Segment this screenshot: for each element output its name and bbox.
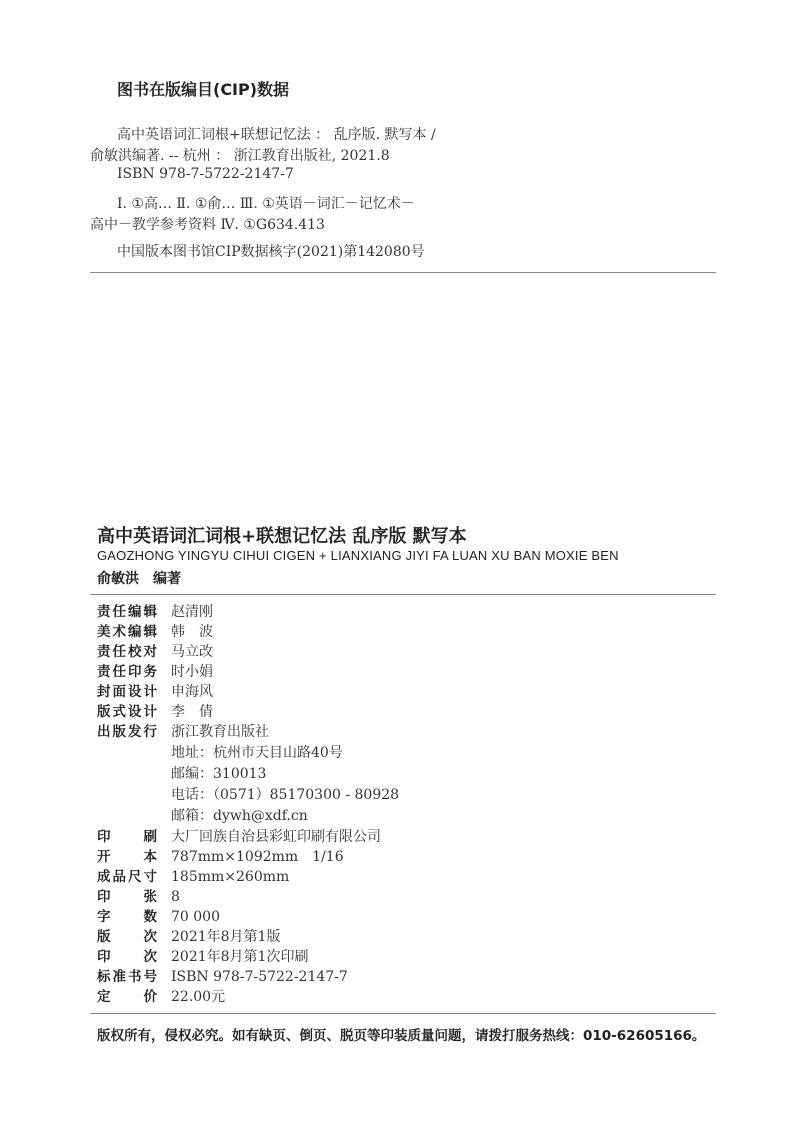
- spec-label: 字数: [97, 909, 157, 925]
- book-author: [97, 568, 181, 588]
- publisher-postcode: 邮编：310013: [171, 766, 267, 782]
- spec-value: 185mm×260mm: [171, 869, 290, 885]
- cip-heading: 图书在版编目(CIP)数据: [117, 80, 290, 99]
- spec-label: 印次: [97, 949, 157, 965]
- book-title: 高中英语词汇词根+联想记忆法 乱序版 默写本: [97, 526, 467, 547]
- credit-label: 责任校对: [97, 644, 157, 660]
- credit-label: 责任编辑: [97, 604, 157, 620]
- credit-label: 封面设计: [97, 684, 157, 700]
- credit-value: 韩 波: [171, 624, 213, 640]
- credit-value: 李 倩: [171, 704, 213, 720]
- spec-value: 大厂回族自治县彩虹印刷有限公司: [171, 829, 381, 845]
- author-name: 俞敏洪: [97, 571, 139, 587]
- book-pinyin-title: GAOZHONG YINGYU CIHUI CIGEN + LIANXIANG JIYI FA LUAN XU BAN MOXIE BEN: [97, 548, 619, 563]
- credit-value: 赵清刚: [171, 604, 213, 620]
- spec-label: 定价: [97, 989, 157, 1005]
- credit-label: 美术编辑: [97, 624, 157, 640]
- publisher-address: 地址：杭州市天目山路40号: [171, 745, 343, 761]
- cip-line-author: 俞敏洪编著. -- 杭州 ： 浙江教育出版社, 2021.8: [90, 148, 390, 164]
- spec-label: 成品尺寸: [97, 869, 157, 885]
- spec-label: 标准书号: [97, 969, 157, 985]
- spec-value: 8: [171, 889, 180, 905]
- footer-divider: [90, 1013, 716, 1014]
- credit-label: 版式设计: [97, 704, 157, 720]
- credit-label: 出版发行: [97, 724, 157, 740]
- credit-value: 浙江教育出版社: [171, 724, 269, 740]
- cip-verification: 中国版本图书馆CIP数据核字(2021)第142080号: [117, 244, 425, 260]
- cip-line-title: 高中英语词汇词根+联想记忆法 ： 乱序版. 默写本 /: [117, 127, 436, 143]
- spec-value: 70 000: [171, 909, 220, 925]
- spec-label: 版次: [97, 929, 157, 945]
- spec-value: 2021年8月第1版: [171, 929, 281, 945]
- book-divider: [90, 594, 716, 595]
- copyright-notice: 版权所有，侵权必究。如有缺页、倒页、脱页等印装质量问题，请拨打服务热线：010-62605166。: [97, 1028, 706, 1044]
- credit-value: 马立改: [171, 644, 213, 660]
- credit-value: 申海风: [171, 684, 213, 700]
- cip-divider: [90, 272, 716, 273]
- spec-label: 印张: [97, 889, 157, 905]
- spec-label: 印刷: [97, 829, 157, 845]
- spec-label: 开本: [97, 849, 157, 865]
- cip-line-classification-2: 高中－教学参考资料 Ⅳ. ①G634.413: [90, 217, 325, 233]
- spec-value: 22.00元: [171, 989, 226, 1005]
- spec-value: ISBN 978-7-5722-2147-7: [171, 969, 348, 985]
- cip-line-isbn: ISBN 978-7-5722-2147-7: [117, 166, 294, 182]
- cip-line-classification-1: Ⅰ. ①高… Ⅱ. ①俞… Ⅲ. ①英语－词汇－记忆术－: [117, 196, 415, 212]
- author-role: 编著: [153, 571, 181, 587]
- publisher-email: 邮箱：dywh@xdf.cn: [171, 808, 308, 824]
- spec-value: 787mm×1092mm 1/16: [171, 849, 344, 865]
- credit-label: 责任印务: [97, 664, 157, 680]
- publisher-phone: 电话：（0571）85170300 - 80928: [171, 787, 400, 803]
- spec-value: 2021年8月第1次印刷: [171, 949, 309, 965]
- credit-value: 时小娟: [171, 664, 213, 680]
